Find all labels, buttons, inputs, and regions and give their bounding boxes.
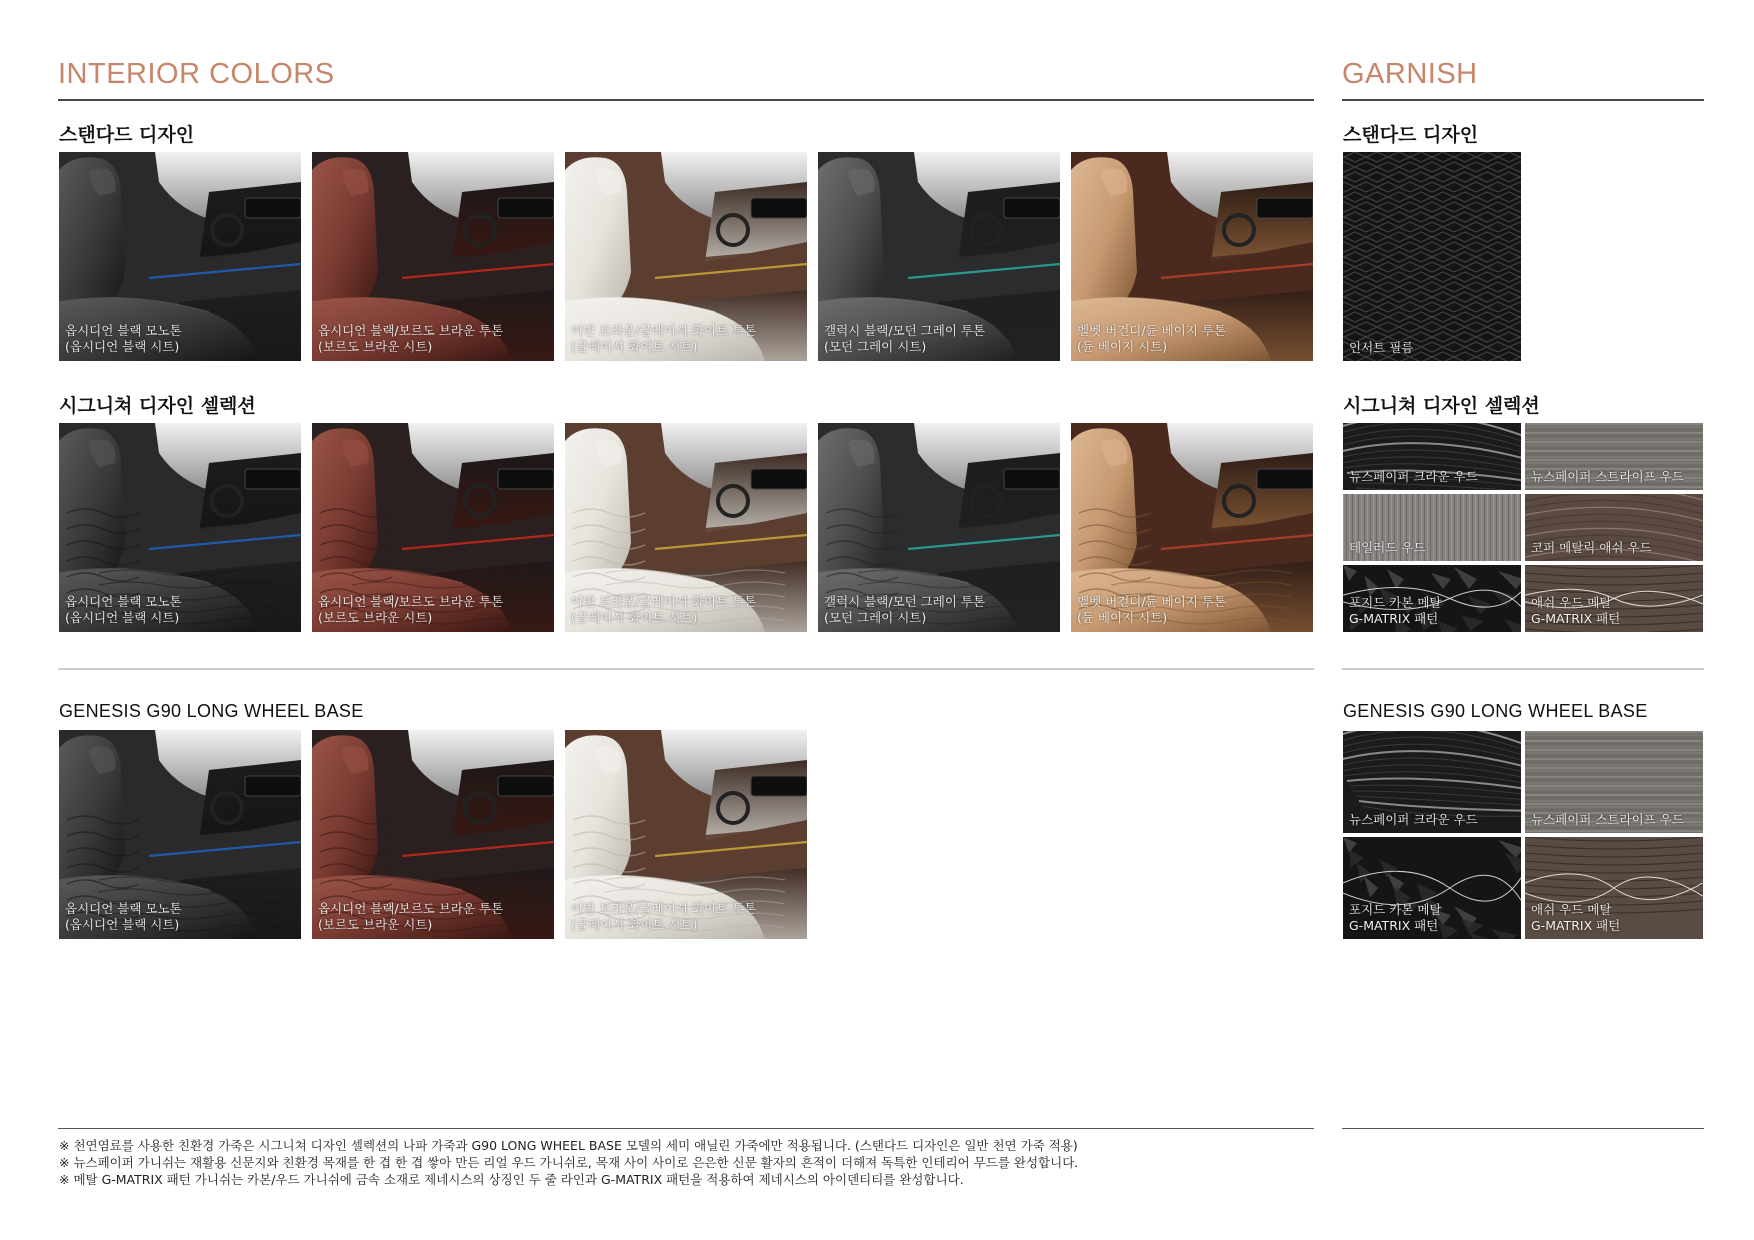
color-name: 어반 브라운/글레이셔 화이트 투톤: [571, 901, 757, 916]
interior-color-swatch: [59, 152, 301, 361]
swatch-caption: [1531, 595, 1620, 627]
garnish-standard-heading: 스탠다드 디자인: [1343, 124, 1479, 146]
swatch-caption: [65, 323, 297, 355]
interior-color-swatch: [312, 423, 554, 632]
interior-color-swatch: [565, 152, 807, 361]
garnish-name: 포지드 카본 메탈: [1349, 595, 1442, 610]
seat-color: (보르도 브라운 시트): [318, 610, 433, 625]
garnish-title-rule: [1342, 99, 1704, 101]
interior-color-swatch: [59, 730, 301, 939]
garnish-swatch: [1343, 423, 1521, 490]
swatch-caption: [571, 594, 803, 626]
interior-color-swatch: [818, 423, 1060, 632]
color-name: 옵시디언 블랙/보르도 브라운 투톤: [318, 901, 504, 916]
color-name: 벨벳 버건디/듄 베이지 투톤: [1077, 323, 1226, 338]
swatch-caption: [1349, 340, 1413, 356]
seat-color: (옵시디언 블랙 시트): [65, 917, 180, 932]
interior-color-swatch: [59, 423, 301, 632]
interior-mid-rule: [58, 668, 1314, 670]
garnish-name: 애쉬 우드 메탈: [1531, 902, 1612, 917]
swatch-caption: [824, 323, 1056, 355]
garnish-swatch: [1525, 423, 1703, 490]
seat-color: (글레이셔 화이트 시트): [571, 610, 698, 625]
color-name: 벨벳 버건디/듄 베이지 투톤: [1077, 594, 1226, 609]
garnish-name: 뉴스페이퍼 스트라이프 우드: [1531, 812, 1684, 827]
interior-color-swatch: [565, 423, 807, 632]
seat-color: (보르도 브라운 시트): [318, 339, 433, 354]
footer-rule-right: [1342, 1128, 1704, 1129]
swatch-caption: [1349, 902, 1441, 934]
color-name: 옵시디언 블랙/보르도 브라운 투톤: [318, 323, 504, 338]
garnish-signature-heading: 시그니쳐 디자인 셀렉션: [1343, 395, 1540, 417]
garnish-pattern: G-MATRIX 패턴: [1531, 918, 1621, 933]
swatch-caption: [65, 594, 297, 626]
swatch-caption: [1349, 540, 1425, 556]
seat-color: (모던 그레이 시트): [824, 339, 927, 354]
color-name: 어반 브라운/글레이셔 화이트 투톤: [571, 594, 757, 609]
garnish-pattern: G-MATRIX 패턴: [1349, 611, 1439, 626]
garnish-swatch: [1525, 494, 1703, 561]
swatch-caption: [1531, 902, 1620, 934]
swatch-caption: [1077, 323, 1309, 355]
swatch-caption: [1531, 469, 1684, 485]
garnish-swatch: [1525, 837, 1703, 939]
garnish-name: 포지드 카본 메탈: [1349, 902, 1442, 917]
garnish-pattern: G-MATRIX 패턴: [1349, 918, 1439, 933]
garnish-name: 테일러드 우드: [1349, 540, 1426, 555]
swatch-caption: [571, 323, 803, 355]
interior-color-swatch: [1071, 423, 1313, 632]
swatch-caption: [571, 901, 803, 933]
interior-color-swatch: [312, 730, 554, 939]
swatch-caption: [1531, 812, 1684, 828]
garnish-swatch: [1343, 837, 1521, 939]
seat-color: (글레이셔 화이트 시트): [571, 339, 698, 354]
interior-signature-heading: 시그니쳐 디자인 셀렉션: [59, 395, 256, 417]
seat-color: (듄 베이지 시트): [1077, 339, 1168, 354]
seat-color: (보르도 브라운 시트): [318, 917, 433, 932]
swatch-caption: [824, 594, 1056, 626]
garnish-swatch: [1343, 494, 1521, 561]
garnish-mid-rule: [1342, 668, 1704, 670]
swatch-caption: [65, 901, 297, 933]
interior-color-swatch: [818, 152, 1060, 361]
garnish-swatch: [1525, 565, 1703, 632]
color-name: 옵시디언 블랙/보르도 브라운 투톤: [318, 594, 504, 609]
garnish-swatch: [1343, 152, 1521, 361]
interior-standard-heading: 스탠다드 디자인: [59, 124, 195, 146]
interior-color-swatch: [565, 730, 807, 939]
seat-color: (글레이셔 화이트 시트): [571, 917, 698, 932]
garnish-name: 뉴스페이퍼 크라운 우드: [1349, 812, 1478, 827]
seat-color: (옵시디언 블랙 시트): [65, 339, 180, 354]
footnote: ※ 뉴스페이퍼 가니쉬는 재활용 신문지와 친환경 목재를 한 겹 한 겹 쌓아 만든 리얼 우드 가니쉬로, 목재 사이 사이로 은은한 신문 활자의 흔적이 더해져 독특한 인테리어 무드를 완성합니다.: [59, 1155, 1079, 1170]
color-name: 옵시디언 블랙 모노톤: [65, 323, 182, 338]
interior-colors-title: INTERIOR COLORS: [58, 58, 335, 90]
color-name: 갤럭시 블랙/모던 그레이 투톤: [824, 594, 986, 609]
interior-color-swatch: [312, 152, 554, 361]
color-name: 어반 브라운/글레이셔 화이트 투톤: [571, 323, 757, 338]
garnish-name: 뉴스페이퍼 크라운 우드: [1349, 469, 1478, 484]
seat-color: (듄 베이지 시트): [1077, 610, 1168, 625]
footer-rule-left: [58, 1128, 1314, 1129]
garnish-swatch: [1525, 731, 1703, 833]
swatch-caption: [1531, 540, 1652, 556]
garnish-name: 인서트 필름: [1349, 340, 1414, 355]
interior-color-swatch: [1071, 152, 1313, 361]
color-name: 옵시디언 블랙 모노톤: [65, 594, 182, 609]
garnish-name: 애쉬 우드 메탈: [1531, 595, 1612, 610]
seat-color: (옵시디언 블랙 시트): [65, 610, 180, 625]
swatch-caption: [1349, 812, 1478, 828]
garnish-swatch: [1343, 565, 1521, 632]
swatch-caption: [1349, 469, 1478, 485]
swatch-caption: [318, 323, 550, 355]
swatch-caption: [318, 594, 550, 626]
garnish-pattern: G-MATRIX 패턴: [1531, 611, 1621, 626]
garnish-lwb-heading: GENESIS G90 LONG WHEEL BASE: [1343, 701, 1648, 721]
garnish-name: 뉴스페이퍼 스트라이프 우드: [1531, 469, 1684, 484]
color-name: 갤럭시 블랙/모던 그레이 투톤: [824, 323, 986, 338]
seat-color: (모던 그레이 시트): [824, 610, 927, 625]
swatch-caption: [318, 901, 550, 933]
color-name: 옵시디언 블랙 모노톤: [65, 901, 182, 916]
garnish-texture: [1343, 152, 1521, 361]
footnote: ※ 천연염료를 사용한 친환경 가죽은 시그니쳐 디자인 셀렉션의 나파 가죽과 G90 LONG WHEEL BASE 모델의 세미 애닐린 가죽에만 적용됩니다. (스탠다드 디자인은 일반 천연 가죽 적용): [59, 1138, 1078, 1153]
interior-title-rule: [58, 99, 1314, 101]
interior-lwb-heading: GENESIS G90 LONG WHEEL BASE: [59, 701, 364, 721]
footnote: ※ 메탈 G-MATRIX 패턴 가니쉬는 카본/우드 가니쉬에 금속 소재로 제네시스의 상징인 두 줄 라인과 G-MATRIX 패턴을 적용하여 제네시스의 아이덴티티를 완성합니다.: [59, 1172, 964, 1187]
footnotes: [59, 1137, 1078, 1188]
garnish-swatch: [1343, 731, 1521, 833]
garnish-title: GARNISH: [1342, 58, 1478, 90]
garnish-name: 코퍼 메탈릭 애쉬 우드: [1531, 540, 1652, 555]
swatch-caption: [1349, 595, 1441, 627]
swatch-caption: [1077, 594, 1309, 626]
